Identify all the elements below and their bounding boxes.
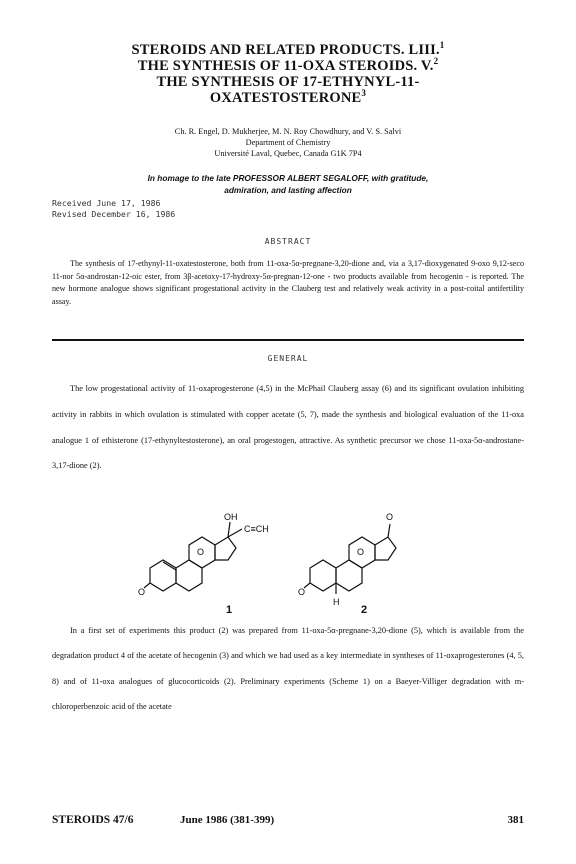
general-heading: GENERAL	[267, 354, 309, 363]
author-block	[60, 126, 516, 159]
footer-date: June 1986 (381-399)	[180, 814, 275, 826]
submission-dates	[52, 198, 175, 220]
body-section-general	[52, 376, 524, 479]
author-institution: Université Laval, Quebec, Canada G1K 7P4	[214, 149, 362, 158]
struct2-keto-oxygen-3: O	[298, 587, 306, 597]
general-paragraph-2: In a first set of experiments this product (2) was prepared from 11-oxa-5α-pregnane-3,20-dione (5), which is available from the degradation product 4 of the acetate of hecogenin (3) and which we had used as a key intermediate in syntheses of 11-oxaprogesterones (4, 5, 8) and of 11-oxa analogues of glucocorticoids (2). Preliminary experiments (Scheme 1) on a Baeyer-Villiger degradation with m-chloroperbenzoic acid of the acetate	[52, 626, 524, 711]
struct1-ethynyl-label: C≡CH	[244, 524, 269, 534]
struct1-ring-oxygen: O	[197, 547, 205, 557]
footer-journal: STEROIDS 47/6	[52, 814, 134, 826]
struct2-h-label: H	[333, 597, 340, 607]
received-date: Received June 17, 1986	[52, 198, 161, 208]
title-line-1: STEROIDS AND RELATED PRODUCTS. LIII.	[131, 42, 440, 58]
abstract-text: The synthesis of 17-ethynyl-11-oxatestosterone, both from 11-oxa-5α-pregnane-3,20-dione and, via a 3,17-dioxygenated 9-oxo 9,12-seco 11-nor 5α-androstan-12-oic ester, from 3β-acetoxy-17-hydroxy-5α-pregnan-12-one - two products available from hecogenin - is reported. The new hormone analogue shows significant progestational activity in the Clauberg test and relatively weak activity in a post-coital antifertility assay.	[52, 259, 524, 306]
chemical-structures	[140, 498, 440, 608]
paper-title	[60, 42, 516, 106]
struct2-keto-oxygen-17: O	[386, 512, 394, 522]
structure-label-1: 1	[226, 604, 233, 616]
general-paragraph-1: The low progestational activity of 11-oxaprogesterone (4,5) in the McPhail Clauberg assay (6) and its significant ovulation inhibiting activity in rabbits in which ovulation is stimulated with copper acetate (5, 7), made the synthesis and biological evaluation of the 11-oxa analogue 1 of ethisterone (17-ethynyltestosterone), an oral progestogen, attractive. As synthetic precursor we chose 11-oxa-5α-androstane-3,17-dione (2).	[52, 384, 524, 471]
footer-page-number: 381	[507, 814, 524, 826]
struct2-ring-oxygen: O	[357, 547, 365, 557]
footnote-ref-2[interactable]: 2	[433, 56, 439, 67]
footnote-ref-3[interactable]: 3	[361, 88, 367, 99]
dedication-line-1: In homage to the late PROFESSOR ALBERT SEGALOFF, with gratitude,	[147, 173, 429, 183]
structure-label-2: 2	[361, 604, 368, 616]
section-divider	[52, 339, 524, 341]
title-line-2: THE SYNTHESIS OF 11-OXA STEROIDS. V.	[137, 58, 434, 74]
title-line-4: OXATESTOSTERONE	[209, 90, 362, 106]
footnote-ref-1[interactable]: 1	[439, 40, 445, 51]
abstract-heading: ABSTRACT	[264, 237, 312, 246]
abstract	[52, 258, 524, 308]
author-names: Ch. R. Engel, D. Mukherjee, M. N. Roy Chowdhury, and V. S. Salvi	[174, 127, 402, 136]
struct1-oh-label: OH	[224, 512, 238, 522]
title-line-3: THE SYNTHESIS OF 17-ETHYNYL-11-	[156, 74, 420, 90]
struct1-keto-oxygen: O	[138, 587, 146, 597]
author-department: Department of Chemistry	[245, 138, 331, 147]
structure-2	[304, 524, 396, 594]
dedication	[60, 172, 516, 196]
body-section-continued	[52, 618, 524, 719]
structure-1	[144, 522, 242, 591]
dedication-line-2: admiration, and lasting affection	[224, 185, 352, 195]
revised-date: Revised December 16, 1986	[52, 209, 176, 219]
